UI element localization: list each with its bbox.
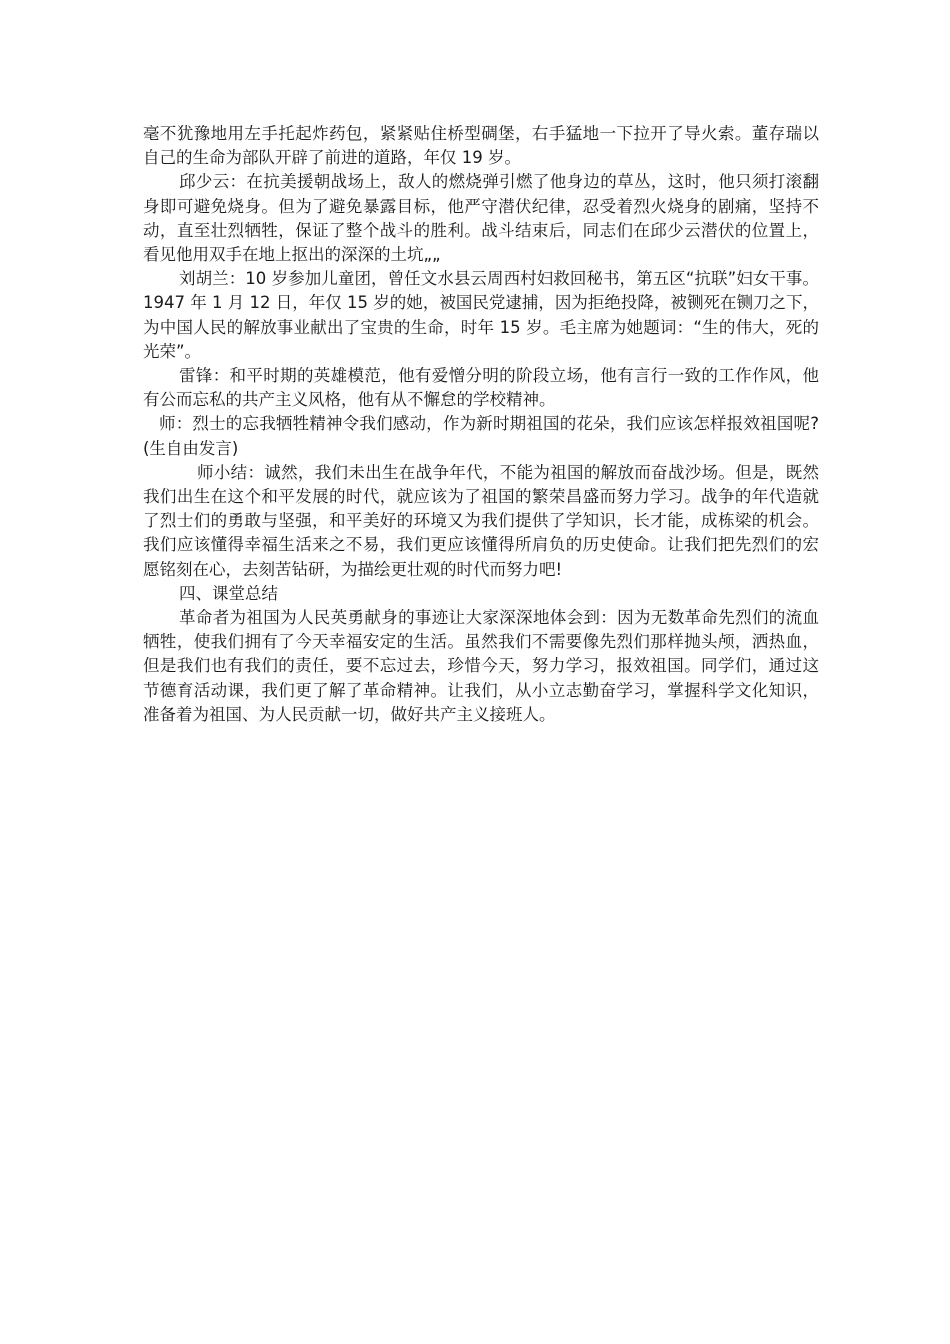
paragraph-qiu-shaoyun: 邱少云：在抗美援朝战场上，敌人的燃烧弹引燃了他身边的草丛，这时，他只须打滚翻身即可避免烧身。但为了避免暴露目标，他严守潜伏纪律，忍受着烈火烧身的剧痛，坚持不动，直至壮烈牺牲，保证了整个战斗的胜利。战斗结束后，同志们在邱少云潜伏的位置上，看见他用双手在地上抠出的深深的土坑„„: [143, 172, 819, 265]
paragraph-teacher-question: 师：烈士的忘我牺牲精神令我们感动，作为新时期祖国的花朵，我们应该怎样报效祖国呢?(生自由发言): [143, 414, 819, 458]
section-heading-class-summary: 四、课堂总结: [179, 583, 278, 603]
paragraph-teacher-summary: 师小结：诚然，我们未出生在战争年代，不能为祖国的解放而奋战沙场。但是，既然我们出生在这个和平发展的时代，就应该为了祖国的繁荣昌盛而努力学习。战争的年代造就了烈士们的勇敢与坚强，和平美好的环境又为我们提供了学知识，长才能，成栋梁的机会。我们应该懂得幸福生活来之不易，我们更应该懂得所肩负的历史使命。让我们把先烈们的宏愿铭刻在心，去刻苦钻研，为描绘更壮观的时代而努力吧!: [143, 462, 819, 579]
paragraph-dong-cunrui-ending: 毫不犹豫地用左手托起炸药包，紧紧贴住桥型碉堡，右手猛地一下拉开了导火索。董存瑞以自己的生命为部队开辟了前进的道路，年仅 19 岁。: [143, 124, 819, 168]
paragraph-conclusion: 革命者为祖国为人民英勇献身的事迹让大家深深地体会到：因为无数革命先烈们的流血牺牲，使我们拥有了今天幸福安定的生活。虽然我们不需要像先烈们那样抛头颅，洒热血，但是我们也有我们的责任，要不忘过去，珍惜今天，努力学习，报效祖国。同学们，通过这节德育活动课，我们更了解了革命精神。让我们，从小立志勤奋学习，掌握科学文化知识，准备着为祖国、为人民贡献一切，做好共产主义接班人。: [143, 608, 819, 724]
paragraph-liu-hulan: 刘胡兰：10 岁参加儿童团，曾任文水县云周西村妇救回秘书，第五区“抗联”妇女干事。1947 年 1 月 12 日，年仅 15 岁的她，被国民党逮捕，因为拒绝投降，被铡死在铡刀之下，为中国人民的解放事业献出了宝贵的生命，时年 15 岁。毛主席为她题词：“生的伟大，死的光荣”。: [143, 269, 819, 361]
paragraph-lei-feng: 雷锋：和平时期的英雄模范，他有爱憎分明的阶段立场，他有言行一致的工作作风，他有公而忘私的共产主义风格，他有从不懈怠的学校精神。: [143, 366, 819, 410]
document-page: [143, 122, 819, 727]
